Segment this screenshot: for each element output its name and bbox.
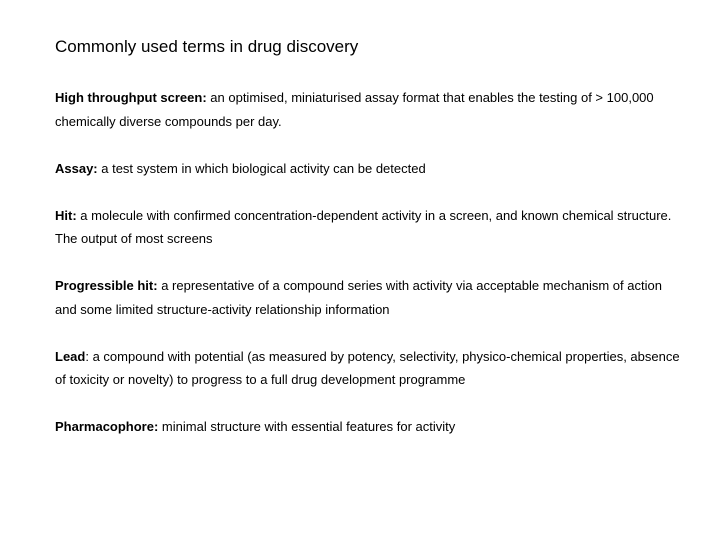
term-name: Assay: (55, 160, 98, 176)
term-assay (55, 157, 680, 181)
term-lead (55, 345, 680, 392)
term-definition: a representative of a compound series with activity via acceptable mechanism of action and some limited structure-activity relationship information (55, 278, 662, 317)
term-definition: a molecule with confirmed concentration-dependent activity in a screen, and known chemical structure. The output of most screens (55, 207, 672, 246)
term-hit (55, 204, 680, 251)
term-high-throughput-screen (55, 86, 680, 133)
term-definition: a test system in which biological activity can be detected (97, 160, 426, 176)
term-progressible-hit (55, 274, 680, 321)
page-title: Commonly used terms in drug discovery (55, 37, 359, 56)
term-definition: an optimised, miniaturised assay format that enables the testing of > 100,000 chemically diverse compounds per day. (55, 90, 654, 129)
term-separator: : (85, 348, 89, 364)
term-name: Progressible hit: (55, 278, 158, 293)
term-list (55, 86, 680, 439)
term-name: High throughput screen: (55, 90, 207, 105)
term-name: Pharmacophore: (55, 419, 159, 434)
term-pharmacophore (55, 415, 680, 439)
term-definition: minimal structure with essential features for activity (158, 419, 456, 434)
term-name: Lead (55, 348, 86, 364)
term-name: Hit: (55, 207, 77, 223)
term-definition: a compound with potential (as measured by potency, selectivity, physico-chemical properties, absence of toxicity or novelty) to progress to a full drug development programme (55, 348, 680, 387)
